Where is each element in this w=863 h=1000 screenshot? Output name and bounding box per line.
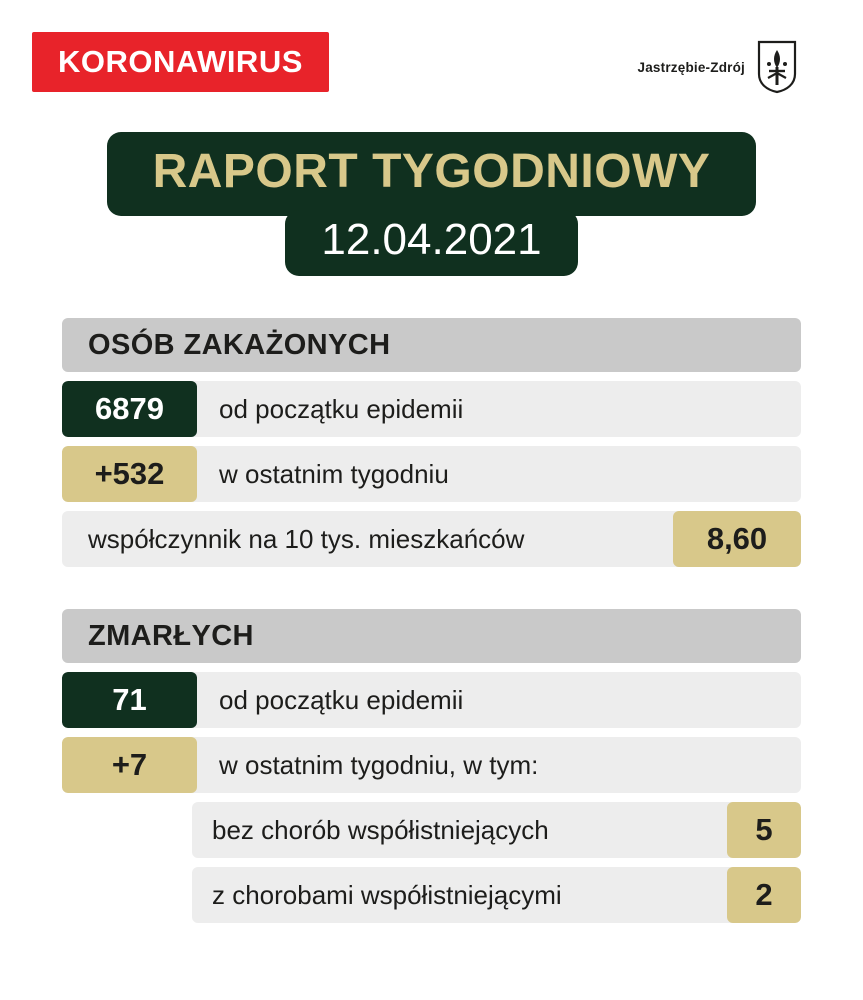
table-row (62, 381, 801, 437)
city-name-label: Jastrzębie-Zdrój (637, 59, 745, 75)
section-deaths (62, 609, 801, 923)
report-title-block (62, 132, 801, 276)
stat-value-rate-per-10k: 8,60 (673, 511, 801, 567)
koronawirus-badge: KORONAWIRUS (32, 32, 329, 92)
stat-label-deaths-no-comorbidity: bez chorób współistniejących (212, 814, 549, 845)
stat-value-total-deaths: 71 (62, 672, 197, 728)
stat-value-total-infected: 6879 (62, 381, 197, 437)
stat-value-deaths-with-comorbidity: 2 (727, 867, 801, 923)
stat-label-weekly-deaths: w ostatnim tygodniu, w tym: (219, 749, 539, 780)
section-infected (62, 318, 801, 567)
stat-label-rate-per-10k: współczynnik na 10 tys. mieszkańców (88, 523, 525, 554)
stat-label-deaths-with-comorbidity: z chorobami współistniejącymi (212, 879, 562, 910)
stat-label-weekly-infected: w ostatnim tygodniu (219, 458, 449, 489)
stat-value-weekly-deaths: +7 (62, 737, 197, 793)
city-crest-icon (757, 40, 797, 94)
top-bar (58, 0, 801, 94)
section-heading-deaths: ZMARŁYCH (62, 609, 801, 663)
stat-value-weekly-infected: +532 (62, 446, 197, 502)
stat-value-deaths-no-comorbidity: 5 (727, 802, 801, 858)
table-row (62, 511, 801, 567)
stat-label-total-deaths: od początku epidemii (219, 684, 464, 715)
stat-label-total-infected: od początku epidemii (219, 393, 464, 424)
page-title: RAPORT TYGODNIOWY (107, 132, 757, 216)
table-row (62, 446, 801, 502)
table-row (192, 867, 801, 923)
report-date: 12.04.2021 (285, 210, 577, 276)
table-row (192, 802, 801, 858)
city-branding (638, 32, 801, 94)
table-row (62, 737, 801, 793)
table-row (62, 672, 801, 728)
section-heading-infected: OSÓB ZAKAŻONYCH (62, 318, 801, 372)
